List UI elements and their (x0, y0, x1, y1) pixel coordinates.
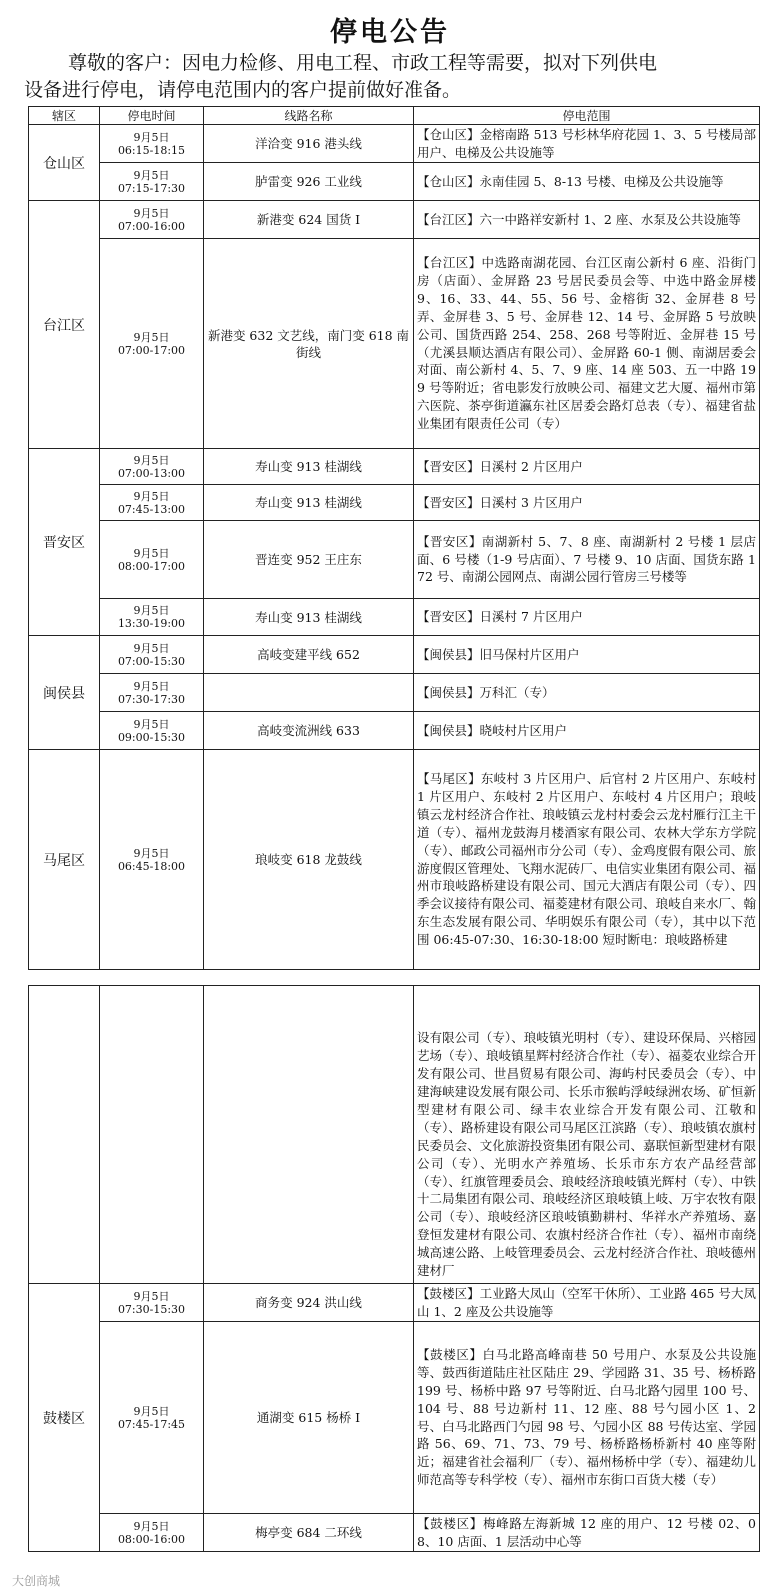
date-text: 9月5日 (133, 453, 170, 467)
line-cell: 胪雷变 926 工业线 (204, 163, 414, 201)
district-cell: 闽侯县 (29, 636, 100, 750)
header-time: 停电时间 (100, 107, 204, 125)
table-row (29, 1284, 760, 1322)
intro-line-1: 尊敬的客户：因电力检修、用电工程、市政工程等需要，拟对下列供电 (68, 52, 658, 74)
district-cell: 台江区 (29, 201, 100, 449)
table-row (29, 712, 760, 750)
table-row (29, 201, 760, 239)
line-cell: 高岐变流洲线 633 (204, 712, 414, 750)
scope-cell: 【晋安区】南湖新村 5、7、8 座、南湖新村 2 号楼 1 层店面、6 号楼（1-9 号店面）、7 号楼 9、10 店面、国货东路 172 号、南湖公园网点、南湖公园行管房三号楼等 (414, 521, 760, 599)
time-cell (100, 712, 204, 750)
page-title: 停电公告 (330, 17, 450, 48)
time-text: 09:00-15:30 (117, 730, 186, 744)
date-text: 9月5日 (133, 846, 170, 860)
time-cell (100, 1514, 204, 1552)
line-cell: 寿山变 913 桂湖线 (204, 599, 414, 636)
date-text: 9月5日 (133, 1289, 170, 1303)
district-cell: 马尾区 (29, 750, 100, 970)
time-cell (100, 986, 204, 1284)
time-text: 07:00-16:00 (117, 219, 186, 233)
table-row (29, 239, 760, 449)
line-cell: 商务变 924 洪山线 (204, 1284, 414, 1322)
table-row (29, 163, 760, 201)
time-text: 07:00-17:00 (117, 343, 186, 357)
line-cell (204, 674, 414, 712)
district-cell: 鼓楼区 (29, 1284, 100, 1552)
line-cell: 琅岐变 618 龙鼓线 (204, 750, 414, 970)
date-text: 9月5日 (133, 1519, 170, 1533)
time-cell (100, 163, 204, 201)
date-text: 9月5日 (133, 168, 170, 182)
time-text: 07:30-17:30 (117, 692, 186, 706)
intro-line-2: 设备进行停电，请停电范围内的客户提前做好准备。 (24, 79, 462, 101)
outage-table-part-1 (28, 106, 760, 970)
scope-cell: 【闽侯县】晓岐村片区用户 (414, 712, 760, 750)
time-text: 07:00-15:30 (117, 654, 186, 668)
time-cell (100, 1284, 204, 1322)
table-row (29, 485, 760, 521)
watermark: 大创商城 (12, 1574, 61, 1588)
table-row (29, 1514, 760, 1552)
table-row (29, 599, 760, 636)
date-text: 9月5日 (133, 604, 170, 617)
time-cell (100, 239, 204, 449)
scope-cell: 【马尾区】东岐村 3 片区用户、后官村 2 片区用户、东岐村 1 片区用户、东岐村 2 片区用户、东岐村 4 片区用户；琅岐镇云龙村经济合作社、琅岐镇云龙村村委会云龙村雁行江主干道（专）、福州龙鼓海月楼酒家有限公司、农林大学东方学院（专）、邮政公司福州市分公司（专）、金鸡度假有限公司、旅游度假区管理处、飞翔水泥砖厂、电信实业集团有限公司、福州市琅岐路桥建设有限公司、国元大酒店有限公司（专）、四季会议接待有限公司、福菱建材有限公司、琅岐自来水厂、翰东生态发展有限公司、华明娱乐有限公司（专），其中以下范围 06:45-07:30、16:30-18:00 短时断电：琅岐路桥建 (414, 750, 760, 970)
table-row (29, 674, 760, 712)
header-scope: 停电范围 (414, 107, 760, 125)
line-cell (204, 986, 414, 1284)
line-cell: 新港变 624 国货 I (204, 201, 414, 239)
table-row (29, 750, 760, 970)
date-text: 9月5日 (133, 679, 170, 693)
scope-cell: 【仓山区】金榕南路 513 号杉林华府花园 1、3、5 号楼局部用户、电梯及公共设施等 (414, 125, 760, 163)
scope-cell: 【鼓楼区】工业路大凤山（空军干休所）、工业路 465 号大凤山 1、2 座及公共设施等 (414, 1284, 760, 1322)
district-cell: 仓山区 (29, 125, 100, 201)
table-row (29, 636, 760, 674)
line-cell: 高岐变建平线 652 (204, 636, 414, 674)
time-text: 07:15-17:30 (117, 181, 186, 195)
date-text: 9月5日 (133, 546, 170, 560)
line-cell: 寿山变 913 桂湖线 (204, 485, 414, 521)
date-text: 9月5日 (133, 717, 170, 731)
table-row (29, 986, 760, 1284)
scope-cell: 【晋安区】日溪村 2 片区用户 (414, 449, 760, 485)
time-cell (100, 201, 204, 239)
time-cell (100, 636, 204, 674)
line-cell: 新港变 632 文艺线，南门变 618 南街线 (204, 239, 414, 449)
header-line: 线路名称 (204, 107, 414, 125)
time-cell (100, 750, 204, 970)
time-text: 08:00-16:00 (117, 1532, 186, 1546)
date-text: 9月5日 (133, 130, 170, 144)
time-text: 13:30-19:00 (117, 617, 186, 630)
time-text: 08:00-17:00 (117, 559, 186, 573)
time-text: 06:15-18:15 (117, 143, 186, 157)
scope-cell: 【鼓楼区】白马北路高峰南巷 50 号用户、水泵及公共设施等、鼓西街道陆庄社区陆庄 29、学园路 31、35 号、杨桥路 199 号、杨桥中路 97 号等附近、白马北路勺园里 100 号、104 号、88 号边新村 11、12 座、88 号勺园小区 1、2 号、白马北路西门勺园 98 号、勺园小区 88 号传达室、学园路 56、69、71、73、79 号、杨桥路杨桥新村 40 座等附近；福建省社会福利厂（专）、福州杨桥中学（专）、福建幼儿师范高等专科学校（专）、福州市东街口百货大楼（专） (414, 1322, 760, 1514)
time-cell (100, 1322, 204, 1514)
table-row (29, 449, 760, 485)
date-text: 9月5日 (133, 1404, 170, 1418)
time-text: 07:45-17:45 (117, 1417, 186, 1431)
scope-cell: 【仓山区】永南佳园 5、8-13 号楼、电梯及公共设施等 (414, 163, 760, 201)
time-text: 07:45-13:00 (117, 502, 186, 516)
table-row (29, 521, 760, 599)
scope-cell: 【台江区】六一中路祥安新村 1、2 座、水泵及公共设施等 (414, 201, 760, 239)
scope-cell: 【闽侯县】万科汇（专） (414, 674, 760, 712)
scope-cell: 设有限公司（专）、琅岐镇光明村（专）、建设环保局、兴榕园艺场（专）、琅岐镇星辉村经济合作社（专）、福菱农业综合开发有限公司、世昌贸易有限公司、海屿村民委员会（专）、中建海峡建设发展有限公司、长乐市猴屿浮岐绿洲农场、矿恒新型建材有限公司、绿丰农业综合开发有限公司、江敬和（专）、路桥建设有限公司马尾区江滨路（专）、琅岐镇农旗村民委员会、文化旅游投资集团有限公司、嘉联恒新型建材有限公司（专）、光明水产养殖场、长乐市东方农产品经营部（专）、红旗管理委员会、琅岐经济琅岐镇光辉村（专）、中铁十二局集团有限公司、琅岐经济区琅岐镇上岐、万宇农牧有限公司（专）、琅岐经济区琅岐镇勤耕村、华祥水产养殖场、嘉登恒发建材有限公司、农旗村经济合作社（专）、福州市南绕城高速公路、上岐管理委员会、云龙村经济合作社、琅岐德州建材厂 (414, 986, 760, 1284)
district-cell: 晋安区 (29, 449, 100, 636)
time-cell (100, 521, 204, 599)
scope-cell: 【闽侯县】旧马保村片区用户 (414, 636, 760, 674)
district-cell (29, 986, 100, 1284)
scope-cell: 【晋安区】日溪村 3 片区用户 (414, 485, 760, 521)
time-cell (100, 449, 204, 485)
scope-cell: 【鼓楼区】梅峰路左海新城 12 座的用户、12 号楼 02、08、10 店面、1 层活动中心等 (414, 1514, 760, 1552)
time-cell (100, 125, 204, 163)
outage-table-part-2 (28, 985, 760, 1552)
time-text: 07:30-15:30 (117, 1302, 186, 1316)
table-row (29, 125, 760, 163)
date-text: 9月5日 (133, 489, 170, 503)
time-cell (100, 674, 204, 712)
date-text: 9月5日 (133, 206, 170, 220)
line-cell: 晋连变 952 王庄东 (204, 521, 414, 599)
time-text: 07:00-13:00 (117, 466, 186, 480)
notice-intro (24, 50, 764, 104)
line-cell: 梅亭变 684 二环线 (204, 1514, 414, 1552)
date-text: 9月5日 (133, 330, 170, 344)
time-text: 06:45-18:00 (117, 859, 186, 873)
time-cell (100, 485, 204, 521)
header-district: 辖区 (29, 107, 100, 125)
line-cell: 洋洽变 916 港头线 (204, 125, 414, 163)
time-cell (100, 599, 204, 636)
scope-cell: 【晋安区】日溪村 7 片区用户 (414, 599, 760, 636)
table-row (29, 1322, 760, 1514)
line-cell: 通湖变 615 杨桥 I (204, 1322, 414, 1514)
line-cell: 寿山变 913 桂湖线 (204, 449, 414, 485)
date-text: 9月5日 (133, 641, 170, 655)
scope-cell: 【台江区】中选路南湖花园、台江区南公新村 6 座、沿街门房（店面）、金屏路 23 号居民委员会等、中选中路金屏楼 9、16、33、44、55、56 号、金榕街 32、金屏巷 8 号弄、金屏巷 3、5 号、金屏巷 12、14 号、金屏路 5 号放映公司、国货西路 254、258、268 号等附近、金屏巷 15 号（尤溪县顺达酒店有限公司）、金屏路 60-1 侧、南湖居委会对面、南公新村 4、5、7、9 座、14 座 503、五一中路 199 号等附近；省电影发行放映公司、福建文艺大厦、福州市第六医院、茶亭街道瀛东社区居委会路灯总表（专）、福建省盐业集团有限责任公司（专） (414, 239, 760, 449)
